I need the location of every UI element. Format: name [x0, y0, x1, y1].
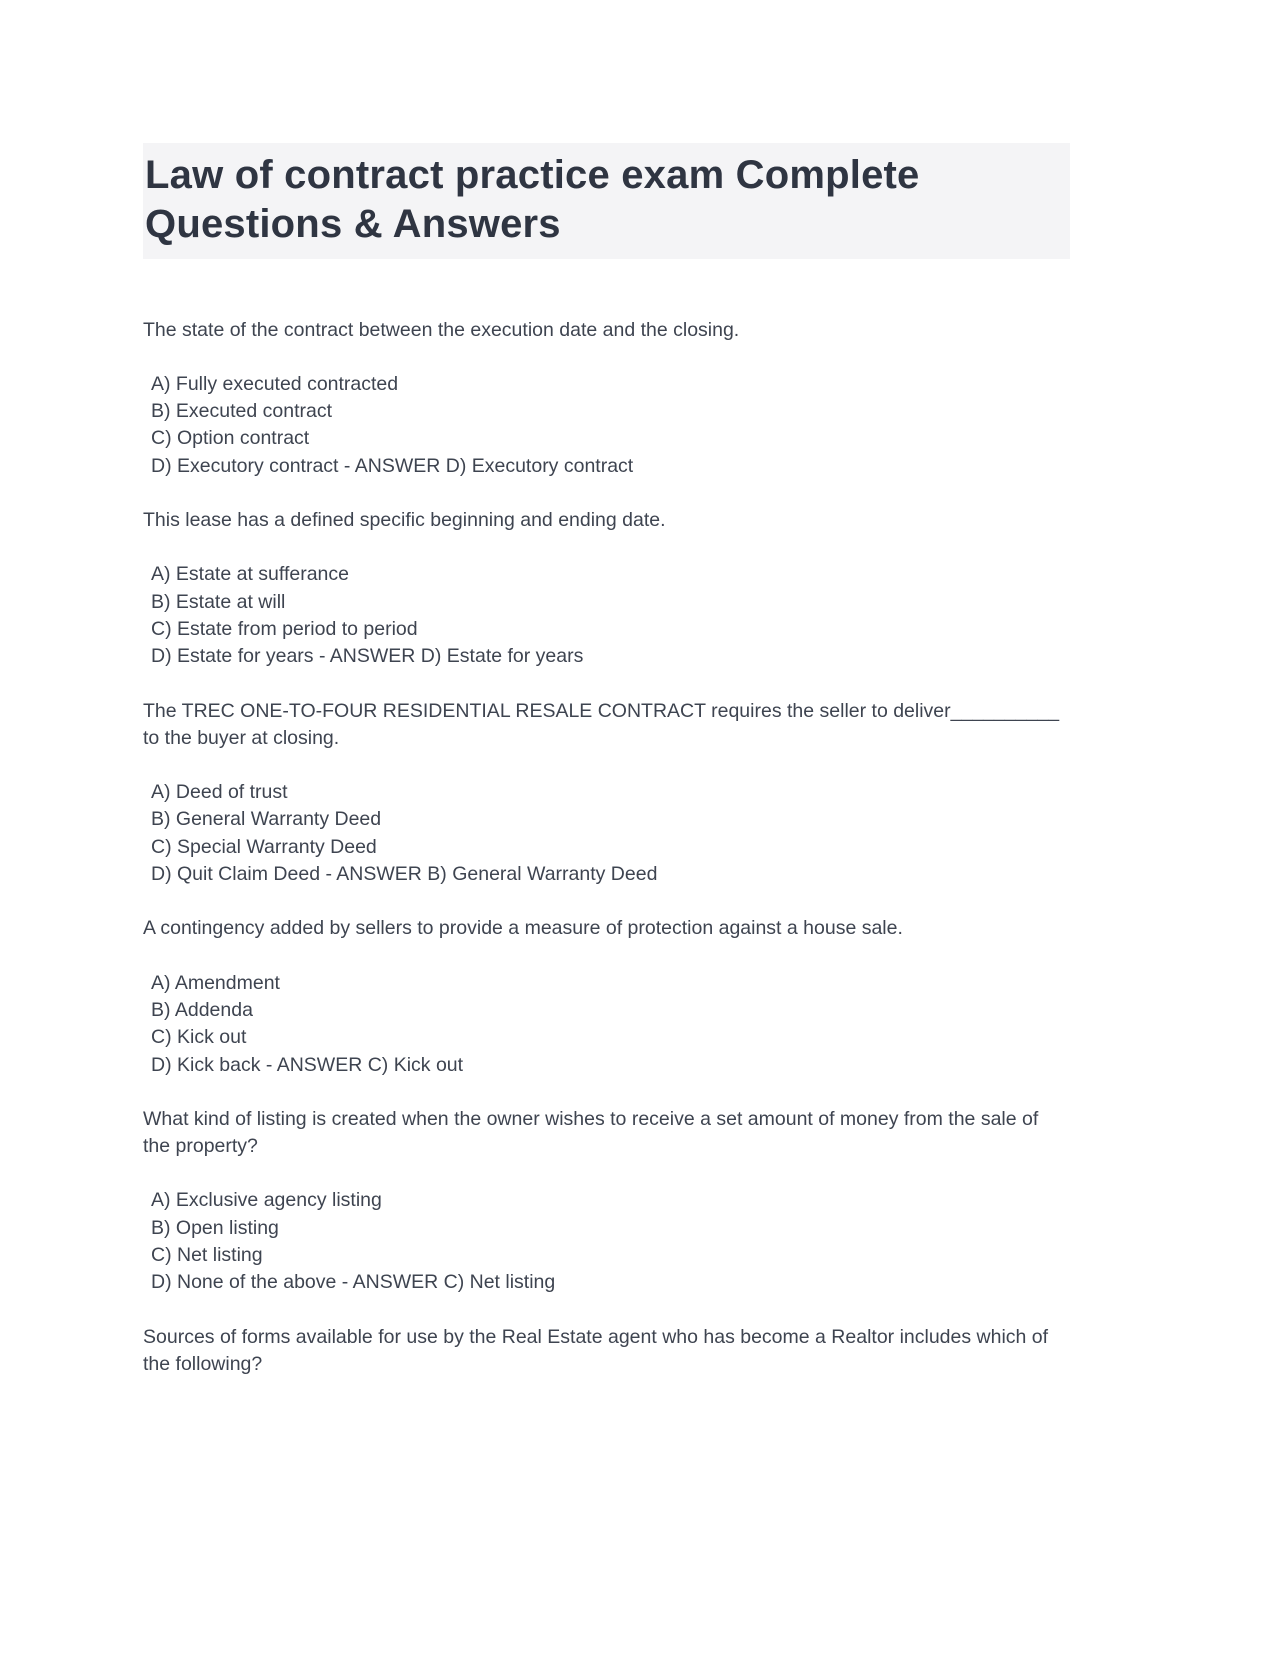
answer-option: D) Kick back - ANSWER C) Kick out [151, 1053, 464, 1076]
question-text: Sources of forms available for use by the Real Estate agent who has become a Realtor includes which of the following? [143, 1325, 1049, 1375]
answer-option: D) Executory contract - ANSWER D) Executory contract [151, 454, 634, 477]
answer-option: C) Option contract [151, 427, 310, 450]
answer-option: B) Estate at will [151, 590, 286, 613]
answer-option: A) Deed of trust [151, 781, 288, 804]
answer-option: C) Special Warranty Deed [151, 835, 377, 858]
answer-option: B) Executed contract [151, 400, 333, 423]
answer-option: A) Exclusive agency listing [151, 1189, 382, 1212]
question-block [143, 317, 1070, 480]
answer-option: D) None of the above - ANSWER C) Net listing [151, 1271, 556, 1294]
document-title-highlight [143, 143, 1070, 259]
question-text: This lease has a defined specific beginning and ending date. [143, 509, 666, 532]
answer-option: B) Open listing [151, 1216, 279, 1239]
options-list [143, 779, 1070, 888]
options-list [143, 1187, 1070, 1296]
answer-option: C) Kick out [151, 1026, 247, 1049]
options-list [143, 561, 1070, 670]
questions-list [143, 317, 1070, 1379]
question-text: The TREC ONE-TO-FOUR RESIDENTIAL RESALE CONTRACT requires the seller to deliver__________ to the buyer at closing. [143, 699, 1060, 749]
question-text: The state of the contract between the execution date and the closing. [143, 318, 740, 341]
question-block [143, 1106, 1070, 1297]
document-title: Law of contract practice exam Complete Questions & Answers [145, 153, 920, 246]
answer-option: D) Estate for years - ANSWER D) Estate for years [151, 645, 584, 668]
answer-option: B) Addenda [151, 998, 253, 1021]
answer-option: A) Estate at sufferance [151, 563, 349, 586]
question-block [143, 507, 1070, 670]
question-text: What kind of listing is created when the owner wishes to receive a set amount of money from the sale of the property? [143, 1107, 1039, 1158]
answer-option: D) Quit Claim Deed - ANSWER B) General Warranty Deed [151, 863, 658, 886]
answer-option: C) Estate from period to period [151, 617, 418, 640]
answer-option: A) Amendment [151, 971, 280, 994]
options-list [143, 371, 1070, 480]
answer-option: A) Fully executed contracted [151, 372, 399, 395]
answer-option: C) Net listing [151, 1244, 263, 1267]
question-block [143, 1324, 1070, 1379]
options-list [143, 970, 1070, 1079]
question-block [143, 915, 1070, 1078]
answer-option: B) General Warranty Deed [151, 808, 382, 831]
question-text: A contingency added by sellers to provide a measure of protection against a house sale. [143, 917, 903, 940]
question-block [143, 698, 1070, 889]
